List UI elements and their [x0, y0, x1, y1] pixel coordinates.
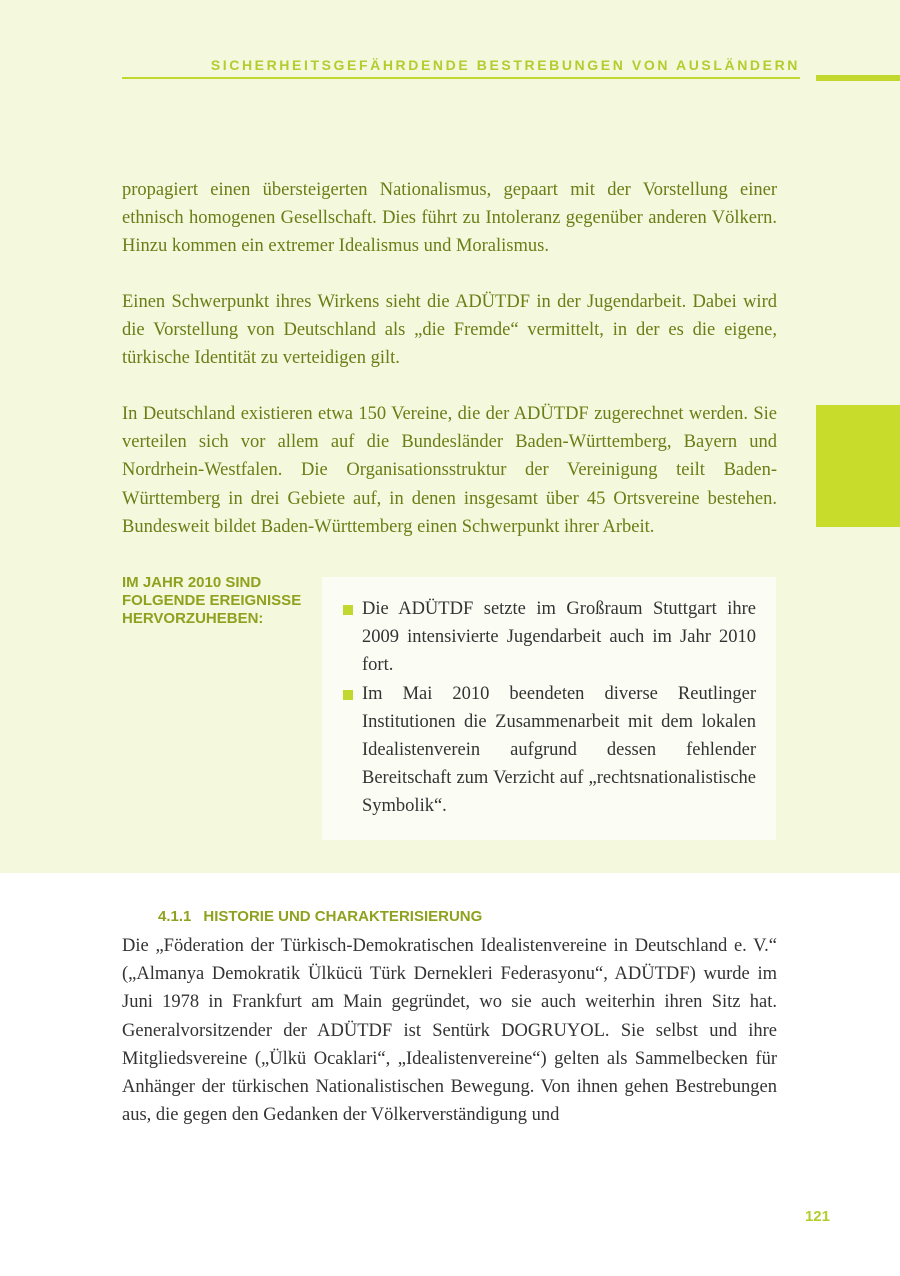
square-bullet-icon: [343, 605, 353, 615]
square-bullet-icon: [343, 690, 353, 700]
event-text: Die ADÜTDF setzte im Großraum Stuttgart ihre 2009 intensivierte Jugendarbeit auch im Jahr 2010 fort.: [362, 599, 756, 676]
intro-paragraph-2-text: Einen Schwerpunkt ihres Wirkens sieht die ADÜTDF in der Jugendarbeit. Dabei wird die Vorstellung von Deutschland als „die Fremde“ vermittelt, in der es die eigene, türkische Identität zu verteidigen gilt.: [122, 292, 777, 369]
events-side-heading: IM JAHR 2010 SIND FOLGENDE EREIGNISSE HERVORZUHEBEN:: [122, 574, 302, 627]
running-title: SICHERHEITSGEFÄHRDENDE BESTREBUNGEN VON AUSLÄNDERN: [210, 57, 800, 73]
intro-paragraph-1-text: propagiert einen übersteigerten Nationalismus, gepaart mit der Vorstellung einer ethnisch homogenen Gesellschaft. Dies führt zu Intoleranz gegenüber anderen Völkern. Hinzu kommen ein extremer Idealismus und Moralismus.: [122, 180, 777, 257]
intro-paragraph-1: [122, 176, 777, 261]
section-number: 4.1.1: [158, 908, 192, 925]
intro-paragraph-3: [122, 400, 777, 541]
section-title: HISTORIE UND CHARAKTERISIERUNG: [203, 908, 483, 925]
header-rule: [122, 77, 800, 79]
list-item: [341, 680, 756, 821]
chapter-tab-marker: [816, 405, 900, 527]
events-box: [322, 577, 776, 840]
section-heading: [158, 908, 482, 925]
events-list: [322, 577, 776, 821]
page-number: 121: [804, 1208, 830, 1225]
list-item: [341, 595, 756, 680]
header-rule-accent: [816, 75, 900, 81]
intro-paragraph-3-text: In Deutschland existieren etwa 150 Vereine, die der ADÜTDF zugerechnet werden. Sie verteilen sich vor allem auf die Bundesländer Baden-Württemberg, Bayern und Nordrhein-Westfalen. Die Organisationsstruktur der Vereinigung teilt Baden-Württemberg in drei Gebiete auf, in denen insgesamt über 45 Ortsvereine bestehen. Bundesweit bildet Baden-Württemberg einen Schwerpunkt ihrer Arbeit.: [122, 404, 777, 537]
section-body: Die „Föderation der Türkisch-Demokratischen Idealistenvereine in Deutschland e. V.“ („Almanya Demokratik Ülkücü Türk Dernekleri Federasyonu“, ADÜTDF) wurde im Juni 1978 in Frankfurt am Main gegründet, wo sie auch weiterhin ihren Sitz hat. Generalvorsitzender der ADÜTDF ist Sentürk DOGRUYOL. Sie selbst und ihre Mitgliedsvereine („Ülkü Ocaklari“, „Idealistenvereine“) gelten als Sammelbecken für Anhänger der türkischen Nationalistischen Bewegung. Von ihnen gehen Bestrebungen aus, die gegen den Gedanken der Völkerverständigung und: [122, 936, 777, 1126]
event-text: Im Mai 2010 beendeten diverse Reutlinger Institutionen die Zusammenarbeit mit dem lokalen Idealistenverein aufgrund dessen fehlender Bereitschaft zum Verzicht auf „rechtsnationalistische Symbolik“.: [362, 683, 756, 817]
intro-paragraph-2: [122, 288, 777, 373]
